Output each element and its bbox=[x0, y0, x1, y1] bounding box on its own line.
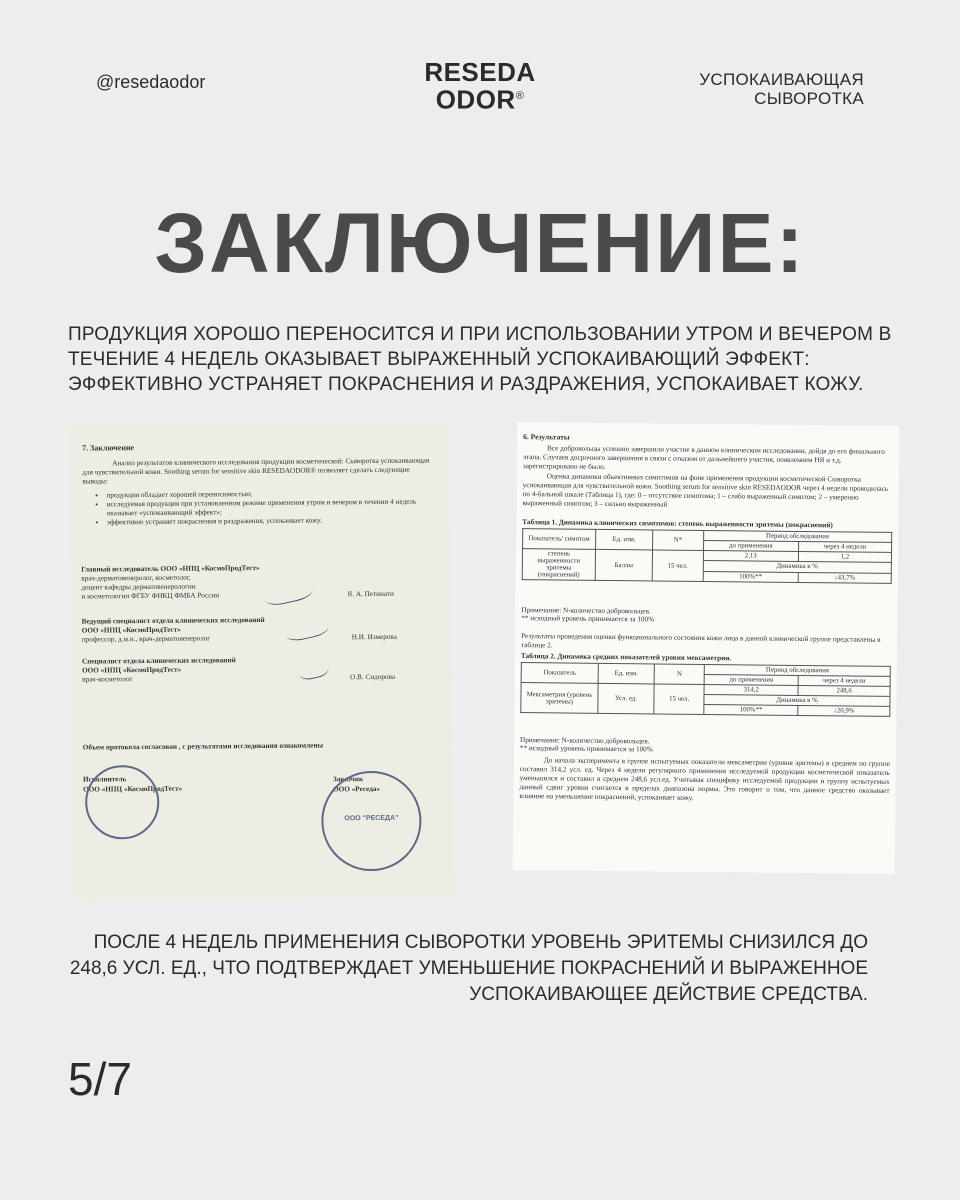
registered-mark: ® bbox=[515, 90, 525, 102]
page-indicator: 5/7 bbox=[68, 1053, 132, 1105]
customer-stamp: ООО "РЕСЕДА" bbox=[321, 771, 422, 872]
signatory-1: Главный исследователь ООО «НПЦ «КосмоПродТест» врач-дерматовенеролог, косметолог, доцент кафедры дерматовенерологии и косметологии ФГБУ ФНКЦ ФМБА России bbox=[81, 564, 260, 601]
logo-line-2: ODOR® bbox=[435, 84, 525, 115]
table-2: Показатель Ед. изм. N Период обследования до применения через 4 недели Мексаметрия (уровень эритемы) Усл. ед. 15 чел. 314,2 248,6 Динамика в % 100%** ↓20,9% bbox=[520, 662, 891, 717]
intro-text: ПРОДУКЦИЯ ХОРОШО ПЕРЕНОСИТСЯ И ПРИ ИСПОЛЬЗОВАНИИ УТРОМ И ВЕЧЕРОМ В ТЕЧЕНИЕ 4 НЕДЕЛЬ ОКАЗЫВАЕТ ВЫРАЖЕННЫЙ УСПОКАИВАЮЩИЙ ЭФФЕКТ: ЭФФЕКТИВНО УСТРАНЯЕТ ПОКРАСНЕНИЯ И РАЗДРАЖЕНИЯ, УСПОКАИВАЕТ КОЖУ. bbox=[68, 324, 892, 395]
customer-label: Заказчик bbox=[332, 775, 364, 784]
logo-line-1: RESEDA bbox=[424, 57, 536, 87]
page-title: ЗАКЛЮЧЕНИЕ: bbox=[154, 196, 806, 290]
conclusion-bullets: • продукция обладает хорошей переносимостью; • исследуемая продукция при установленном режиме применения утром и вечером в течении 4 недель оказывает «успокаивающий эффект»; • эффективно устраняет покраснения и раздражения, успокаивает кожу. bbox=[83, 488, 447, 527]
executor-label: Исполнитель bbox=[82, 775, 127, 784]
conclusion-document-photo: 7. Заключение Анализ результатов клинического исследования продукции косметической: Сыворотка успокаивающая для чувствительной кожи. Soothing serum for sensitive skin RESEDAODOR® позволяет сделать следующие выводы: • продукция обладает хорошей переносимостью; • исследуемая продукция при установленном режиме применения утром и вечером в течении 4 недель оказывает «успокаивающий эффект»; • эффективно устраняет покраснения и раздражения, успокаивает кожу. Главный исследователь ООО «НПЦ «КосмоПродТест» врач-дерматовенеролог, косметолог, доцент кафедры дерматовенерологии и косметологии ФГБУ ФНКЦ ФМБА России Я. А. Петинати Ведущий специалист отдела клинических исследований ООО «НПЦ «КосмоПродТест» профессор, д.м.н., врач-дерматовенеролог Н.И. Измерова Специалист отдела клинических исследований ООО «НПЦ «КосмоПродТест» врач-косметолог О.В. Сидорова Объем протокола согласован , с результатами исследования ознакомлены Исполнитель ООО «НПЦ «КосмоПродТест» Заказчик ООО «Реседа» ООО "РЕСЕДА" bbox=[68, 422, 454, 900]
conclusion-summary-text: ПОСЛЕ 4 НЕДЕЛЬ ПРИМЕНЕНИЯ СЫВОРОТКИ УРОВЕНЬ ЭРИТЕМЫ СНИЗИЛСЯ ДО 248,6 УСЛ. ЕД., ЧТО ПОДТВЕРЖДАЕТ УМЕНЬШЕНИЕ ПОКРАСНЕНИЙ И ВЫРАЖЕННОЕ УСПОКАИВАЮЩЕЕ ДЕЙСТВИЕ СРЕДСТВА. bbox=[69, 932, 868, 1005]
signatory-2: Ведущий специалист отдела клинических исследований ООО «НПЦ «КосмоПродТест» профессор, д.м.н., врач-дерматовенеролог bbox=[81, 615, 265, 644]
table-1: Показатель/ симптом Ед. изм. N* Период обследования до применения через 4 недели степень выраженности эритемы (покраснений) Баллы 15 чел. 2,13 1,2 Динамика в % 100%** ↓43,7% bbox=[522, 528, 893, 584]
results-document-photo: 6. Результаты Все добровольцы успешно завершили участие в данном клиническом исследовании, дойдя до его финального этапа. Случаев досрочного завершения в связи с отказом от дальнейшего участия, появлением НЯ и т.д. зарегистрировано не было. Оценка динамики объективных симптомов на фоне применения продукции косметической Сыворотка успокаивающая для чувствительной кожи. Soothing serum for sensitive skin RESEDAODOR через 4 недели проводилась по 4-бальной шкале (Таблица 1), где: 0 – отсутствие симптома; 1 – слабо выраженный симптом; 2 – умеренно выраженный симптом; 3 – сильно выраженный Таблица 1. Динамика клинических симптомов: степень выраженности эритемы (покраснений) Показатель/ симптом Ед. изм. N* Период обследования до применения через 4 недели степень выраженности эритемы (покраснений) Баллы 15 чел. 2,13 1,2 Динамика в % 100%** ↓43,7% Примечание: N-количество добровольцев. ** исходный уровень принимается за 100% Результаты проведения оценки функционального состояния кожи лица в данной клинической группе представлены в таблице 2. Таблица 2. Динамика средних показателей уровня мексаметрии. Показатель Ед. изм. N Период обследования до применения через 4 недели Мексаметрия (уровень эритемы) Усл. ед. 15 чел. 314,2 248,6 Динамика в % 100%** ↓20,9% Примечание: N-количество добровольцев. ** исходный уровень принимается за 100% До начала эксперимента в группе испытуемых показатели мексаметрии (уровня эритемы) в среднем по группе составил 314,2 усл. ед. Через 4 недели регулярного применения исследуемой продукции косметической показатель уменьшился и составил в среднем 248,6 усл.ед. Учитывая специфику исследуемой продукции и группу испытуемых данный сдвиг уровня считается в пределах диапазона нормы. Это говорит о том, что данное средство оказывает влияние на уменьшение покраснений, успокаивает кожу. bbox=[513, 422, 900, 874]
product-name: УСПОКАИВАЮЩАЯ СЫВОРОТКА bbox=[699, 70, 864, 108]
executor-stamp bbox=[82, 765, 160, 840]
signatory-3: Специалист отдела клинических исследований ООО «НПЦ «КосмоПродТест» врач-косметолог bbox=[81, 656, 236, 684]
instagram-handle: @resedaodor bbox=[96, 72, 206, 92]
